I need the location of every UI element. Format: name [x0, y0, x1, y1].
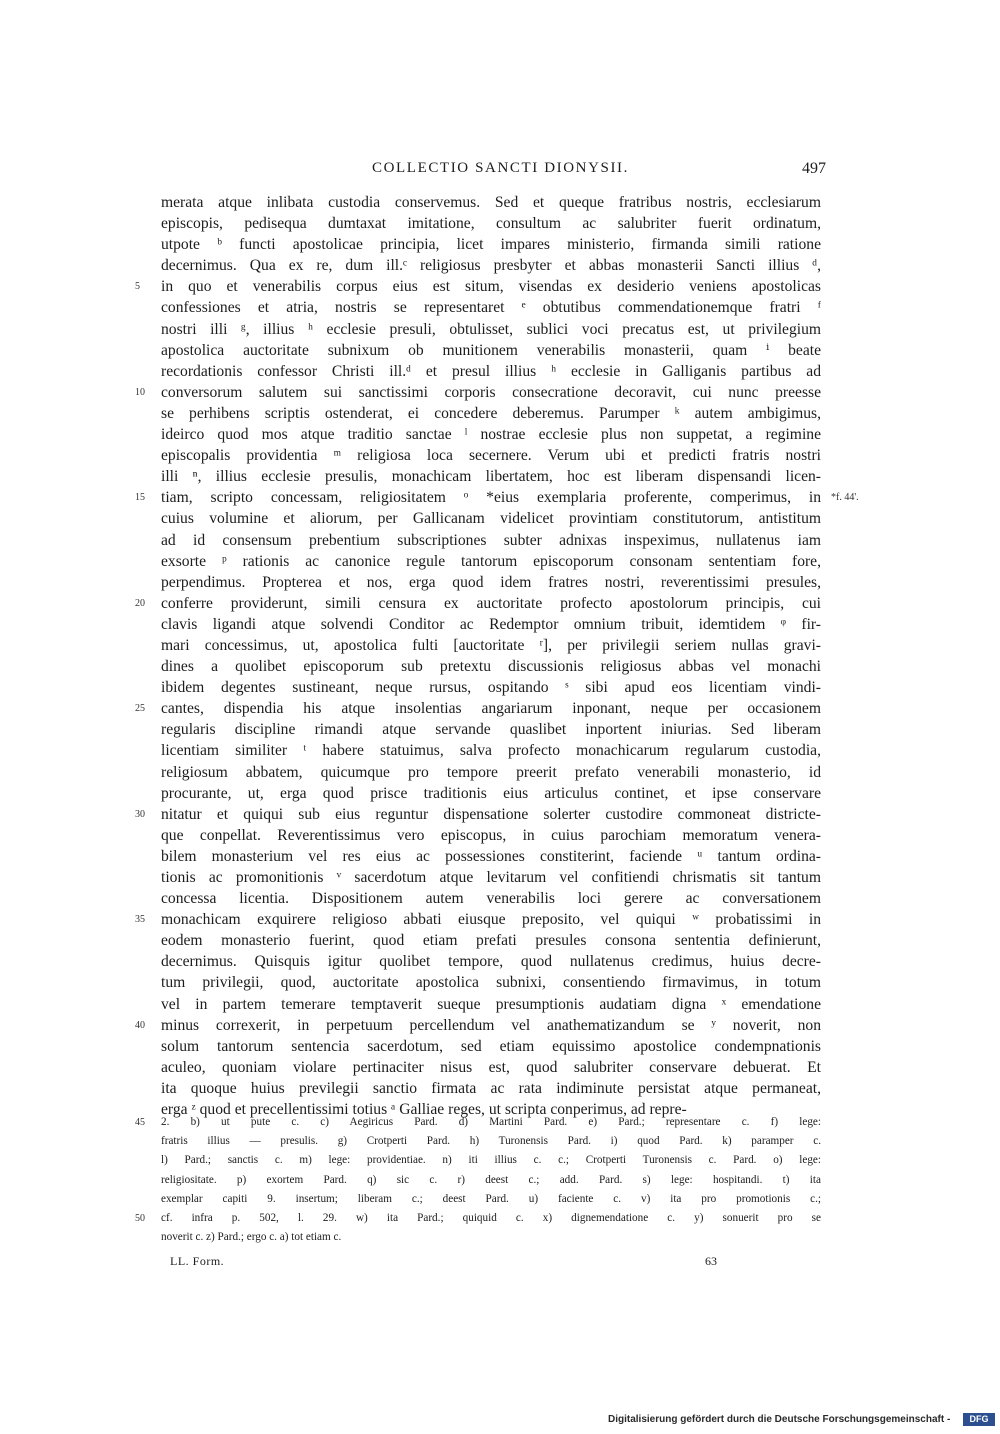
text-line [161, 635, 821, 656]
line-text: apostolica auctoritate subnixum ob munitionem venerabilis monasterii, quam ⁱ beate [161, 341, 821, 359]
text-line [161, 192, 821, 213]
text-line [161, 951, 821, 972]
text-line [161, 867, 821, 888]
line-text: cuius volumine et aliorum, per Gallicanam videlicet provintiam constitutorum, antistitum [161, 510, 821, 528]
line-text: tiam, scripto concessam, religiositatem ᵒ *eius exemplaria proferente, comperimus, in [161, 489, 821, 507]
text-line [161, 762, 821, 783]
line-text: dines a quolibet episcoporum sub pretextu discussionis religiosus abbas vel monachi [161, 658, 821, 676]
text-line [135, 382, 821, 403]
text-line [161, 677, 821, 698]
text-line [161, 403, 821, 424]
line-text: tionis ac promonitionis ᵛ sacerdotum atque levitarum vel confitiendi chrismatis sit tantum [161, 869, 821, 886]
line-text: exsorte ᵖ rationis ac canonice regule tantorum episcoporum consonam sententiam fore, [161, 552, 821, 570]
line-text: religiositate. p) exortem Pard. q) sic c. r) deest c.; add. Pard. s) lege: hospitandi. t) ita [161, 1173, 821, 1186]
line-text: licentiam similiter ᵗ habere statuimus, salva profecto monachicarum regularum custodia, [161, 742, 821, 760]
text-line [161, 656, 821, 677]
line-number: 20 [135, 597, 145, 609]
line-text: recordationis confessor Christi ill.ᵈ et presul illius ʰ ecclesie in Galliganis partibus ad [161, 362, 821, 380]
line-text: decernimus. Qua ex re, dum ill.ᶜ religiosus presbyter et abbas monasterii Sancti illius ᵈ, [161, 257, 821, 275]
footnote-line [161, 1151, 821, 1170]
text-line [161, 530, 821, 551]
line-text: fratris illius — presulis. g) Crotperti Pard. h) Turonensis Pard. i) quod Pard. k) paramper c. [161, 1135, 821, 1148]
text-line [135, 909, 821, 930]
footnotes [135, 1113, 821, 1247]
line-text: religiosum abbatem, quicumque pro tempore preerit prefato venerabili monasterio, id [161, 763, 821, 781]
line-text: procurante, ut, erga quod prisce traditionis eius articulus continet, et ipse conservare [161, 784, 821, 802]
line-text: aculeo, quoniam violare pertinaciter nisus est, quod salubriter conservare debuerat. Et [161, 1058, 821, 1076]
line-text: erga ᶻ quod et precellentissimi totius ᵃ Galliae reges, ut scripta conperimus, ad repre- [161, 1101, 687, 1119]
text-line [161, 361, 821, 382]
line-text: bilem monasterium vel res eius ac possessiones constiterint, faciende ᵘ tantum ordina- [161, 847, 821, 865]
text-line [135, 1015, 821, 1036]
text-line [161, 930, 821, 951]
footnote-line [135, 1113, 821, 1132]
text-line [135, 698, 821, 719]
line-text: tum privilegii, quod, auctoritate apostolica subnixi, consentiendo firmavimus, in totum [161, 974, 821, 992]
line-number: 50 [135, 1212, 145, 1224]
text-line [135, 276, 821, 297]
line-text: monachicam exquirere religioso abbati eiusque preposito, vel quiqui ʷ probatissimi in [161, 911, 821, 929]
text-line [161, 1036, 821, 1057]
line-text: perpendimus. Propterea et nos, erga quod idem fratres nostri, reverentissimi presules, [161, 573, 821, 591]
text-line [161, 424, 821, 445]
footnote-line [161, 1171, 821, 1190]
line-number: 45 [135, 1117, 145, 1128]
dfg-logo: DFG [963, 1413, 995, 1426]
text-line [135, 593, 821, 614]
line-text: exemplar capiti 9. insertum; liberam c.; deest Pard. u) faciente c. v) ita pro promotionis c.; [161, 1192, 821, 1205]
line-text: episcopis, pedisequa dumtaxat imitatione, consultum ac salubriter fuerit ordinatum, [161, 215, 821, 233]
line-number: 25 [135, 703, 145, 715]
text-line [161, 213, 821, 234]
text-line [161, 614, 821, 635]
line-number: 15 [135, 492, 145, 504]
footnote-line [161, 1228, 821, 1247]
text-line [161, 994, 821, 1015]
footnote-line [161, 1132, 821, 1151]
line-text: 2. b) ut pute c. c) Aegiricus Pard. d) Martini Pard. e) Pard.; representare c. f) lege: [161, 1116, 821, 1128]
text-line [161, 972, 821, 993]
line-text: que conpellat. Reverentissimus vero episcopus, in cuius parochiam memoratum venera- [161, 826, 821, 844]
line-text: illi ⁿ, illius ecclesie presulis, monachicam libertatem, hoc est liberam dispensandi licen- [161, 468, 821, 486]
text-line [161, 234, 821, 255]
line-text: solum tantorum sentencia sacerdotum, sed etiam equissimo apostolice condempnationis [161, 1037, 821, 1055]
text-line [135, 487, 859, 508]
text-line [161, 319, 821, 340]
line-text: in quo et venerabilis corpus eius est situm, visendas ex desiderio veniens apostolicas [161, 278, 821, 296]
footnote-line [135, 1209, 821, 1228]
line-number: 35 [135, 914, 145, 926]
line-text: ita quoque huius previlegii sanctio firmata ac rata indiminute persistat atque permaneat, [161, 1079, 821, 1097]
text-line [161, 466, 821, 487]
line-text: vel in partem temerare temptaverit sueque presumptionis audatiam digna ˣ emendatione [161, 995, 821, 1013]
line-text: se perhibens scriptis ostenderat, ei concedere deberemus. Parumper ᵏ autem ambigimus, [161, 404, 821, 422]
line-text: minus correxerit, in perpetuum percellendum vel anathematizandum se ʸ noverit, non [161, 1016, 821, 1034]
body-text [135, 192, 859, 1120]
line-text: mari concessimus, ut, apostolica fulti [auctoritate ʳ], per privilegii seriem nullas gravi- [161, 636, 821, 654]
line-text: conversorum salutem sui sanctissimi corporis consecratione decoravit, cui nunc preesse [161, 383, 821, 401]
line-text: utpote ᵇ functi apostolicae principia, licet impares ministerio, firmanda simili ratione [161, 236, 821, 254]
text-line [161, 445, 821, 466]
line-text: nostri illi ᵍ, illius ʰ ecclesie presuli, obtulisset, sublici voci precatus est, ut privilegium [161, 320, 821, 338]
line-text: conferre providerunt, simili censura ex auctoritate profecto apostolorum principis, cui [161, 594, 821, 612]
line-text: l) Pard.; sanctis c. m) lege: providentiae. n) iti illius c. c.; Crotperti Turonensis c. Pard. o) lege: [161, 1154, 821, 1167]
text-line [161, 551, 821, 572]
line-number: 40 [135, 1019, 145, 1031]
line-number: 30 [135, 808, 145, 820]
line-number: 10 [135, 386, 145, 398]
line-text: noverit c. z) Pard.; ergo c. a) tot etiam c. [161, 1231, 342, 1244]
footer-series: LL. Form. [170, 1254, 225, 1268]
line-text: clavis ligandi atque solvendi Conditor ac Redemptor omnium tribuit, idemtidem ᵠ fir- [161, 615, 821, 633]
text-line [161, 255, 821, 276]
text-line [161, 340, 821, 361]
footer-signature: 63 [705, 1254, 717, 1268]
text-line [161, 740, 821, 761]
page-number: 497 [802, 160, 826, 177]
line-number: 5 [135, 281, 140, 293]
text-line [161, 783, 821, 804]
line-text: ideirco quod mos atque traditio sanctae ˡ nostrae ecclesie plus non suppetat, a regimine [161, 426, 821, 444]
text-line [161, 825, 821, 846]
text-line [161, 297, 821, 318]
line-text: decernimus. Quisquis igitur quolibet tempore, quod nullatenus credimus, huius decre- [161, 953, 821, 971]
line-text: merata atque inlibata custodia conservemus. Sed et queque fratribus nostris, ecclesiarum [161, 194, 821, 211]
line-text: confessiones et atria, nostris se representaret ᵉ obtutibus commendationemque fratri ᶠ [161, 299, 821, 317]
text-line [161, 1078, 821, 1099]
line-text: regularis discipline rimandi atque servande quaslibet inportent iniurias. Sed liberam [161, 721, 821, 739]
line-text: episcopalis providentia ᵐ religiosa loca secernere. Verum ubi et predicti fratris nostri [161, 447, 821, 465]
text-line [135, 804, 821, 825]
margin-folio-note: *f. 44'. [831, 492, 859, 504]
text-line [161, 1057, 821, 1078]
text-line [161, 719, 821, 740]
line-text: cantes, dispendia his atque insolentias angariarum inponant, neque per occasionem [161, 700, 821, 718]
line-text: concessa licentia. Dispositionem autem venerabilis loci gerere ac conversationem [161, 890, 821, 908]
line-text: eodem monasterio fuerint, quod etiam prefati presules consona sententia definierunt, [161, 932, 821, 950]
line-text: cf. infra p. 502, l. 29. w) ita Pard.; quiquid c. x) dignemendatione c. y) sonuerit pro se [161, 1211, 821, 1224]
text-line [161, 572, 821, 593]
text-line [161, 508, 821, 529]
footnote-line [161, 1190, 821, 1209]
text-line [161, 846, 821, 867]
text-line [161, 888, 821, 909]
line-text: ad id consensum prebentium subscriptiones subter adnixas inspeximus, nullatenus iam [161, 531, 821, 549]
running-title: COLLECTIO SANCTI DIONYSII. [372, 160, 629, 176]
line-text: nitatur et quiqui sub eius reguntur dispensatione solerter custodire commoneat districte- [161, 805, 821, 823]
digitization-credit: Digitalisierung gefördert durch die Deutsche Forschungsgemeinschaft - [608, 1414, 951, 1425]
line-text: ibidem degentes sustineant, neque rursus, ospitando ˢ sibi apud eos licentiam vindi- [161, 679, 821, 697]
